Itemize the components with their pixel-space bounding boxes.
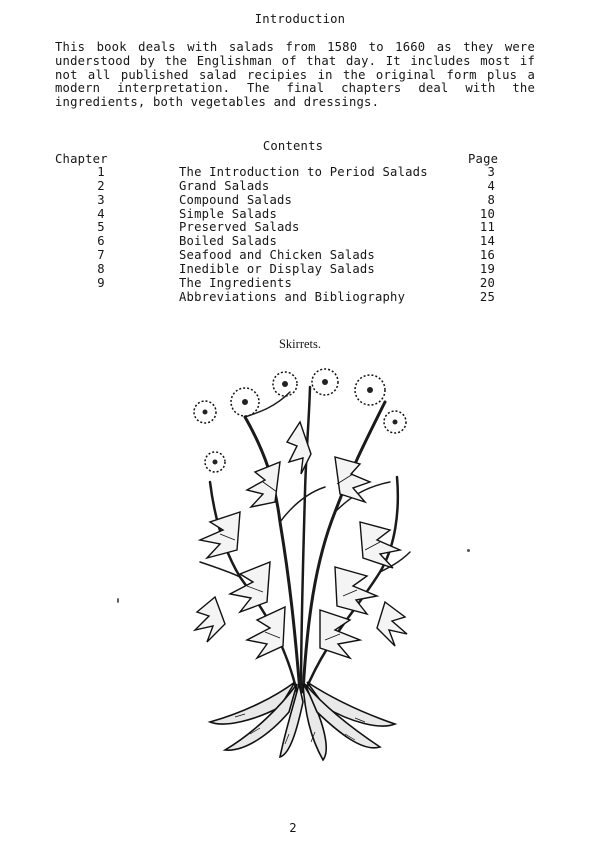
chapter-column-header: Chapter xyxy=(55,152,108,166)
chapter-page: 3 xyxy=(487,165,495,179)
chapter-title: Abbreviations and Bibliography xyxy=(179,289,406,304)
chapter-page: 19 xyxy=(479,261,495,276)
chapter-number: 5 xyxy=(97,220,105,235)
chapter-title: Seafood and Chicken Salads xyxy=(179,248,375,263)
introduction-heading: Introduction xyxy=(254,12,346,26)
chapter-page: 8 xyxy=(487,192,495,207)
chapter-page: 11 xyxy=(479,220,495,235)
toc-row xyxy=(55,235,505,249)
chapter-title: Inedible or Display Salads xyxy=(179,261,375,276)
scan-speck xyxy=(467,549,470,552)
toc-row xyxy=(55,166,505,180)
chapter-title: Simple Salads xyxy=(179,206,277,221)
chapter-number: 6 xyxy=(97,234,105,249)
page-column-header: Page xyxy=(468,152,499,166)
toc-row xyxy=(55,194,505,208)
toc-row xyxy=(55,221,505,235)
chapter-number: 2 xyxy=(97,178,105,193)
toc-row xyxy=(55,180,505,194)
chapter-title: The Introduction to Period Salads xyxy=(179,165,428,179)
toc-row xyxy=(55,263,505,277)
figure-caption: Skirrets. xyxy=(278,337,321,351)
chapter-title: The Ingredients xyxy=(179,275,293,290)
introduction-paragraph: This book deals with salads from 1580 to 1660 as they were understood by the Englishman of that day. It includes most if not all published salad recipies in the original form plus a modern interpretation. The final chapters deal with the ingredients, both vegetables and dressings. xyxy=(55,40,535,110)
chapter-number: 8 xyxy=(97,261,105,276)
toc-row xyxy=(55,249,505,263)
chapter-page: 14 xyxy=(479,234,495,249)
scan-speck xyxy=(117,598,119,603)
toc-row xyxy=(55,208,505,222)
chapter-number: 1 xyxy=(97,165,105,179)
chapter-page: 16 xyxy=(479,248,495,263)
chapter-number: 4 xyxy=(97,206,105,221)
chapter-number: 7 xyxy=(97,248,105,263)
contents-heading: Contents xyxy=(262,139,324,153)
chapter-title: Boiled Salads xyxy=(179,234,277,249)
chapter-title: Compound Salads xyxy=(179,192,293,207)
chapter-number: 9 xyxy=(97,275,105,290)
toc-row xyxy=(55,277,505,291)
toc-row xyxy=(55,291,505,305)
page-number: 2 xyxy=(289,821,297,835)
chapter-page: 25 xyxy=(479,289,495,304)
chapter-title: Grand Salads xyxy=(179,178,270,193)
skirret-plant-woodcut-icon xyxy=(185,362,415,767)
chapter-number: 3 xyxy=(97,192,105,207)
chapter-title: Preserved Salads xyxy=(179,220,300,235)
chapter-page: 20 xyxy=(479,275,495,290)
chapter-page: 4 xyxy=(487,178,495,193)
chapter-page: 10 xyxy=(479,206,495,221)
table-of-contents xyxy=(55,166,505,304)
